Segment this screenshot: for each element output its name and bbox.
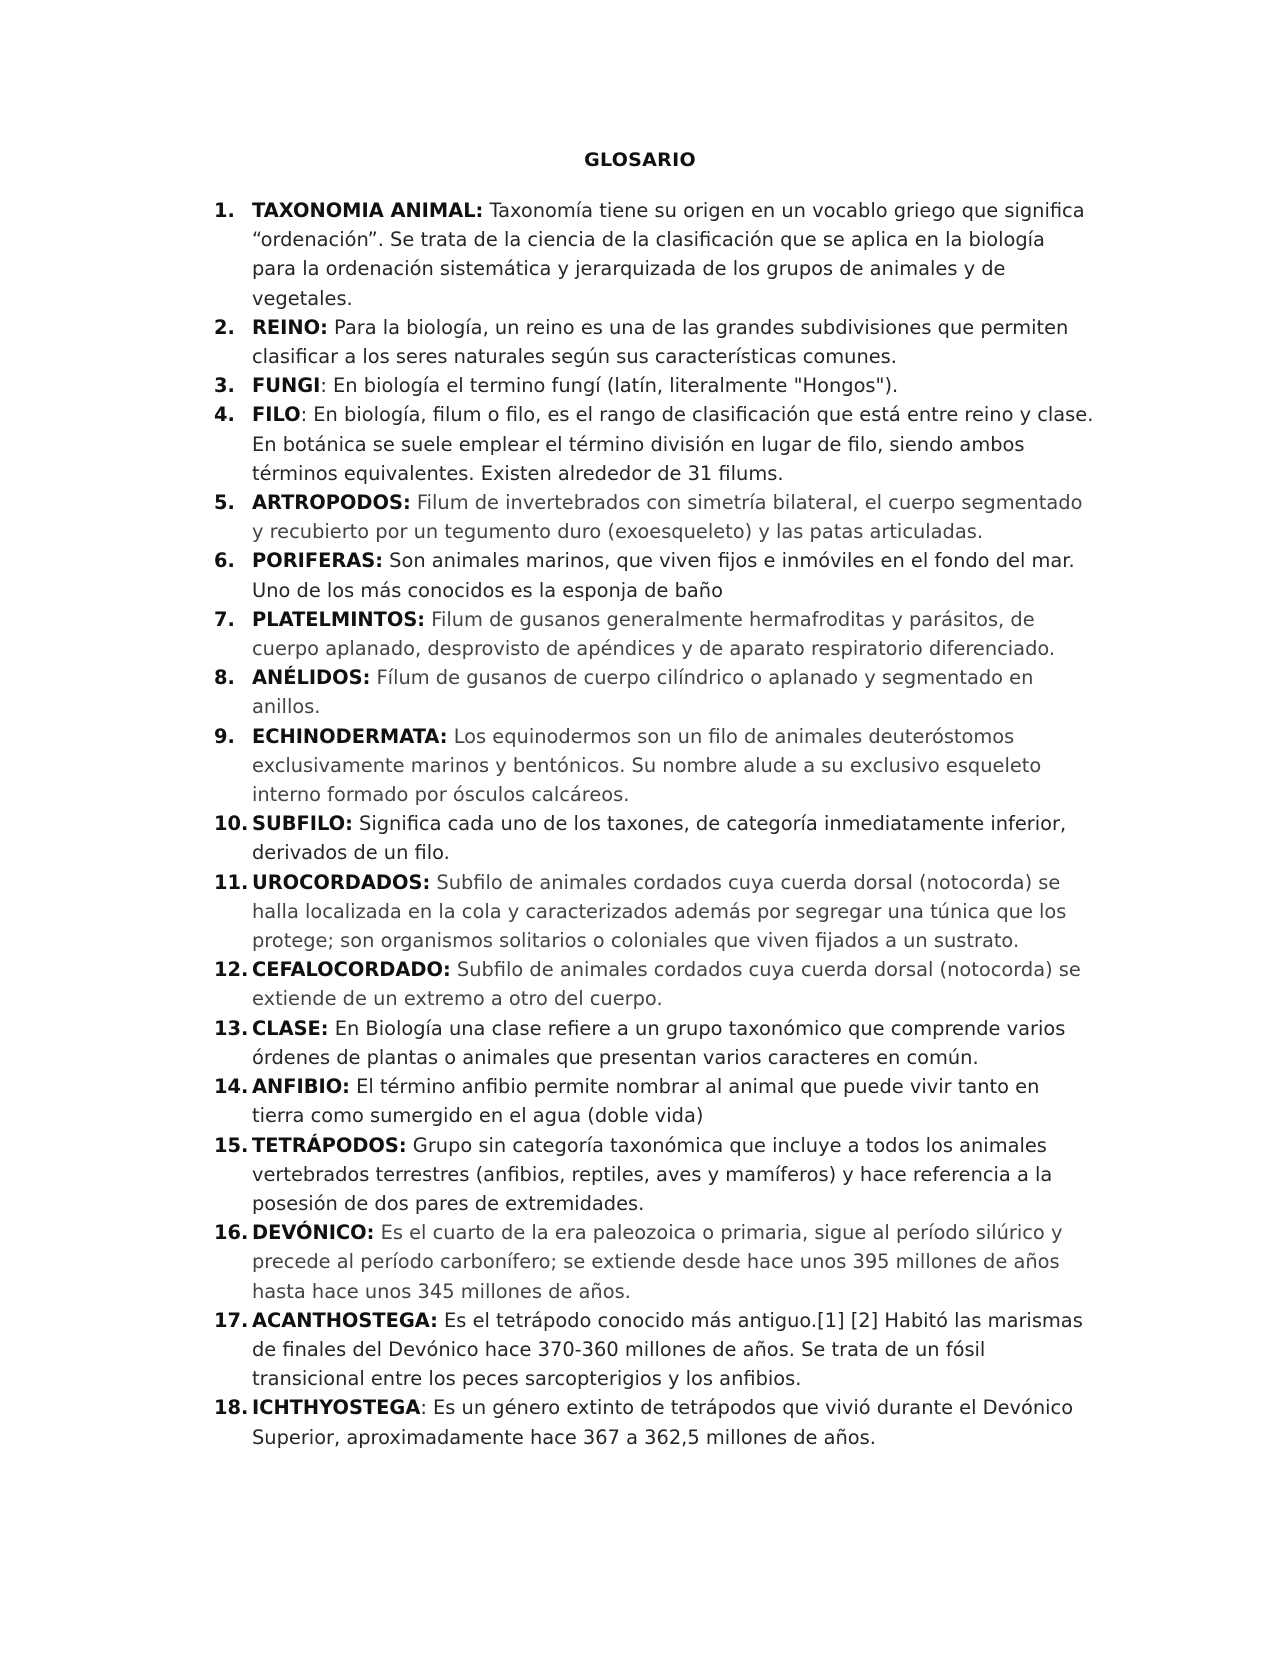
- entry-term: PORIFERAS:: [252, 549, 383, 573]
- entry-term: ANFIBIO:: [252, 1075, 350, 1099]
- glossary-entry: [214, 371, 1094, 400]
- entry-definition: Grupo sin categoría taxonómica que incluye a todos los animales vertebrados terrestres (anfibios, reptiles, aves y mamíferos) y hace referencia a la posesión de dos pares de extremidades.: [252, 1133, 1053, 1215]
- page-title: GLOSARIO: [584, 149, 696, 171]
- entry-term: CEFALOCORDADO:: [252, 958, 451, 982]
- entry-term: TETRÁPODOS:: [252, 1133, 407, 1157]
- entry-number: 6.: [214, 549, 235, 573]
- glossary-entry: [214, 605, 1094, 663]
- entry-definition: : En biología, filum o filo, es el rango de clasificación que está entre reino y clase. En botánica se suele emplear el término división en lugar de filo, siendo ambos términos equivalentes. Existen alrededor de 31 filums.: [252, 403, 1094, 485]
- entry-number: 16.: [214, 1221, 249, 1245]
- glossary-list: [214, 196, 1094, 1452]
- entry-number: 11.: [214, 870, 249, 894]
- entry-term: ANÉLIDOS:: [252, 666, 371, 690]
- glossary-entry: [214, 488, 1094, 546]
- entry-number: 2.: [214, 315, 235, 339]
- entry-number: 3.: [214, 374, 235, 398]
- entry-number: 12.: [214, 958, 249, 982]
- entry-term: ICHTHYOSTEGA: [252, 1396, 421, 1420]
- entry-definition: Taxonomía tiene su origen en un vocablo griego que significa “ordenación”. Se trata de la ciencia de la clasificación que se aplica en la biología para la ordenación sistemática y jerarquizada de los grupos de animales y de vegetales.: [252, 199, 1085, 310]
- glossary-entry: [214, 722, 1094, 810]
- glossary-entry: [214, 1072, 1094, 1130]
- entry-definition: : En biología el termino fungí (latín, literalmente "Hongos").: [320, 374, 899, 398]
- entry-term: ACANTHOSTEGA:: [252, 1308, 438, 1332]
- entry-number: 7.: [214, 607, 235, 631]
- entry-number: 13.: [214, 1016, 249, 1040]
- entry-number: 14.: [214, 1075, 249, 1099]
- glossary-entry: [214, 1218, 1094, 1306]
- entry-definition: Los equinodermos son un filo de animales deuteróstomos exclusivamente marinos y bentónicos. Su nombre alude a su exclusivo esqueleto interno formado por ósculos calcáreos.: [252, 724, 1042, 807]
- entry-definition: Filum de gusanos generalmente hermafroditas y parásitos, de cuerpo aplanado, desprovisto de apéndices y de aparato respiratorio diferenciado.: [252, 607, 1056, 661]
- entry-definition: Es el tetrápodo conocido más antiguo.[1] [2] Habitó las marismas de finales del Devónico hace 370-360 millones de años. Se trata de un fósil transicional entre los peces sarcopterigios y los anfibios.: [252, 1308, 1083, 1391]
- entry-definition: En Biología una clase refiere a un grupo taxonómico que comprende varios órdenes de plantas o animales que presentan varios caracteres en común.: [252, 1016, 1066, 1069]
- entry-term: ARTROPODOS:: [252, 491, 411, 515]
- glossary-entry: [214, 313, 1094, 371]
- entry-definition: El término anfibio permite nombrar al animal que puede vivir tanto en tierra como sumergido en el agua (doble vida): [252, 1075, 1040, 1128]
- glossary-entry: [214, 663, 1094, 721]
- entry-number: 5.: [214, 491, 235, 515]
- glossary-entry: [214, 955, 1094, 1013]
- entry-term: DEVÓNICO:: [252, 1221, 375, 1245]
- entry-definition: Son animales marinos, que viven fijos e inmóviles en el fondo del mar. Uno de los más conocidos es la esponja de baño: [252, 549, 1075, 602]
- entry-term: FILO: [252, 403, 301, 427]
- entry-number: 10.: [214, 812, 249, 836]
- entry-term: REINO:: [252, 315, 328, 339]
- entry-term: FUNGI: [252, 374, 321, 398]
- glossary-entry: [214, 1014, 1094, 1072]
- entry-term: CLASE:: [252, 1016, 329, 1040]
- glossary-entry: [214, 400, 1094, 488]
- entry-definition: Subfilo de animales cordados cuya cuerda dorsal (notocorda) se halla localizada en la cola y caracterizados además por segregar una túnica que los protege; son organismos solitarios o coloniales que viven fijados a un sustrato.: [252, 870, 1067, 953]
- entry-number: 1.: [214, 199, 235, 222]
- glossary-entry: [214, 1393, 1094, 1451]
- entry-term: ECHINODERMATA:: [252, 724, 448, 748]
- entry-definition: : Es un género extinto de tetrápodos que vivió durante el Devónico Superior, aproximadamente hace 367 a 362,5 millones de años.: [252, 1396, 1074, 1449]
- entry-number: 8.: [214, 666, 235, 690]
- entry-number: 18.: [214, 1396, 249, 1420]
- entry-definition: Subfilo de animales cordados cuya cuerda dorsal (notocorda) se extiende de un extremo a otro del cuerpo.: [252, 958, 1081, 1011]
- entry-number: 15.: [214, 1133, 249, 1157]
- entry-number: 17.: [214, 1308, 249, 1332]
- glossary-entry: [214, 868, 1094, 956]
- glossary-entry: [214, 1131, 1094, 1219]
- entry-term: PLATELMINTOS:: [252, 607, 426, 631]
- entry-definition: Es el cuarto de la era paleozoica o primaria, sigue al período silúrico y precede al período carbonífero; se extiende desde hace unos 395 millones de años hasta hace unos 345 millones de años.: [252, 1221, 1063, 1303]
- entry-number: 4.: [214, 403, 235, 427]
- entry-definition: Fílum de gusanos de cuerpo cilíndrico o aplanado y segmentado en anillos.: [252, 666, 1034, 719]
- entry-definition: Para la biología, un reino es una de las grandes subdivisiones que permiten clasificar a los seres naturales según sus características comunes.: [252, 315, 1069, 369]
- entry-definition: Filum de invertebrados con simetría bilateral, el cuerpo segmentado y recubierto por un tegumento duro (exoesqueleto) y las patas articuladas.: [252, 491, 1083, 544]
- entry-number: 9.: [214, 724, 235, 748]
- entry-definition: Significa cada uno de los taxones, de categoría inmediatamente inferior, derivados de un filo.: [252, 812, 1067, 865]
- glossary-entry: [214, 196, 1094, 313]
- entry-term: TAXONOMIA ANIMAL:: [252, 199, 484, 222]
- glossary-entry: [214, 546, 1094, 604]
- glossary-entry: [214, 809, 1094, 867]
- entry-term: SUBFILO:: [252, 812, 353, 836]
- entry-term: UROCORDADOS:: [252, 870, 431, 894]
- glossary-entry: [214, 1306, 1094, 1394]
